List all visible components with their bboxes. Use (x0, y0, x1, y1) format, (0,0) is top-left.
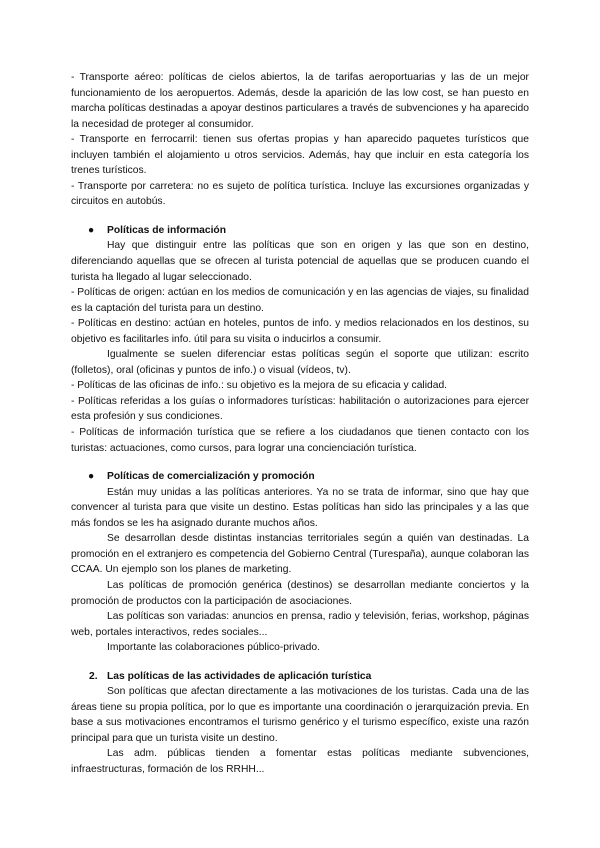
paragraph: - Políticas de origen: actúan en los medios de comunicación y en las agencias de viajes, su finalidad es la captación del turista para un destino. (71, 287, 529, 314)
heading-text: Políticas de comercialización y promoción (107, 471, 315, 483)
paragraph: Están muy unidas a las políticas anteriores. Ya no se trata de informar, sino que hay que convencer al turista para que visite un destino. Estas políticas han sido las principales y a las que más fondos se les ha asignado durante muchos años. (71, 486, 529, 529)
paragraph-road-transport: - Transporte por carretera: no es sujeto de política turística. Incluye las excursiones organizadas y circuitos en autobús. (71, 180, 529, 208)
bullet-icon: ● (88, 224, 95, 236)
heading-commercialization-policies (71, 469, 529, 485)
heading-text: Las políticas de las actividades de aplicación turística (107, 670, 372, 682)
paragraph: Igualmente se suelen diferenciar estas políticas según el soporte que utilizan: escrito (folletos), oral (oficinas y puntos de info.) o visual (vídeos, tv). (71, 349, 529, 376)
paragraph-air-transport: - Transporte aéreo: políticas de cielos abiertos, la de tarifas aeroportuarias y las de un mejor funcionamiento de los aeropuertos. Además, desde la aparición de las low cost, se han puesto en marcha políticas destinadas a apoyar destinos particulares a través de subvenciones y ha aparecido la necesidad de proteger al consumidor. (71, 72, 529, 130)
paragraph: Se desarrollan desde distintas instancias territoriales según a quién van destinadas. La promoción en el extranjero es competencia del Gobierno Central (Turespaña), aunque colaboran las CCAA. Un ejemplo son los planes de marketing. (71, 533, 529, 576)
paragraph: - Políticas de información turística que se refiere a los ciudadanos que tienen contacto con los turistas: actuaciones, como cursos, para lograr una concienciación turística. (71, 427, 529, 454)
bullet-icon: ● (88, 471, 95, 483)
paragraph: Importante las colaboraciones público-privado. (107, 642, 320, 654)
paragraph: Las adm. públicas tienden a fomentar estas políticas mediante subvenciones, infraestructuras, formación de los RRHH... (71, 748, 529, 775)
paragraph: Son políticas que afectan directamente a las motivaciones de los turistas. Cada una de las áreas tiene su propia política, por lo que es importante una coordinación o jerarquización previa. En base a sus motivaciones encontramos el turismo genérico y el turismo específico, existe una razón principal para que un turista visite un destino. (71, 686, 529, 744)
paragraph: - Políticas referidas a los guías o informadores turísticas: habilitación o autorizaciones para ejercer esta profesión y sus condiciones. (71, 395, 529, 423)
heading-tourism-activities-policies (71, 669, 529, 685)
paragraph: - Políticas en destino: actúan en hoteles, puntos de info. y medios relacionados en los destinos, su objetivo es facilitarles info. útil para su visita o inducirlos a consumir. (71, 318, 529, 345)
heading-information-policies (71, 223, 529, 239)
paragraph-rail-transport: - Transporte en ferrocarril: tienen sus ofertas propias y han aparecido paquetes turísticos que incluyen también el alojamiento u otros servicios. Además, hay que incluir en esta categoría los trenes turísticos. (71, 134, 529, 177)
paragraph: Hay que distinguir entre las políticas que son en origen y las que son en destino, diferenciando aquellas que se ofrecen al turista potencial de aquellas que se producen cuando el turista ha llegado al lugar seleccionado. (71, 240, 529, 283)
section-number: 2. (89, 670, 98, 682)
paragraph: Las políticas son variadas: anuncios en prensa, radio y televisión, ferias, workshop, páginas web, portales interactivos, redes sociales... (71, 611, 529, 638)
paragraph: - Políticas de las oficinas de info.: su objetivo es la mejora de su eficacia y calidad. (71, 380, 448, 392)
paragraph: Las políticas de promoción genérica (destinos) se desarrollan mediante conciertos y la promoción de productos con la participación de asociaciones. (71, 579, 529, 607)
heading-text: Políticas de información (107, 224, 227, 236)
